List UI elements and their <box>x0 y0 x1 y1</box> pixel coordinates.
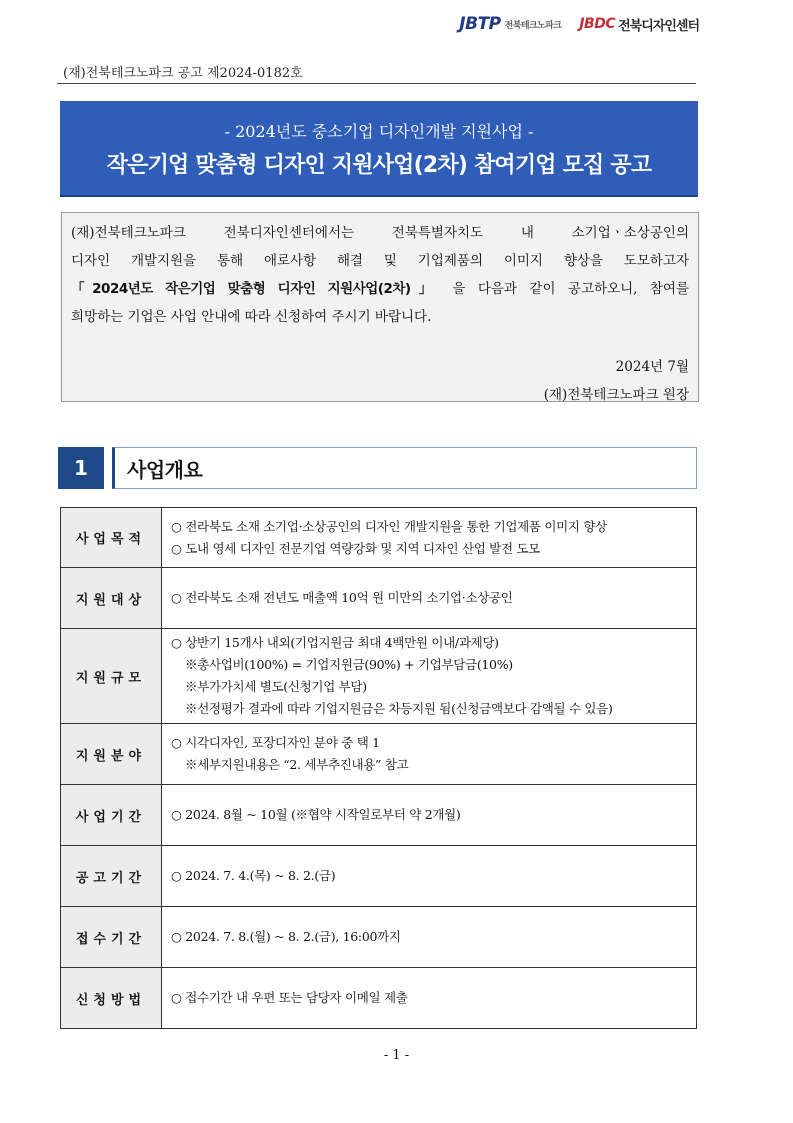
overview-table <box>60 507 697 1029</box>
content-line: ○ 2024. 8월 ~ 10월 (※협약 시작일로부터 약 2개월) <box>171 807 461 822</box>
content-line: ○ 도내 영세 디자인 전문기업 역량강화 및 지역 디자인 산업 발전 도모 <box>171 540 540 556</box>
header-divider <box>57 83 696 84</box>
notice-number: (재)전북테크노파크 공고 제2024-0182호 <box>63 66 303 81</box>
jbtp-logo-mark: JBTP <box>459 14 501 34</box>
program-name: 「2024년도 작은기업 맞춤형 디자인 지원사업(2차)」 <box>71 281 440 297</box>
row-label: 접수기간 <box>61 907 162 968</box>
section-title: 사업개요 <box>112 447 697 489</box>
content-note: ※부가가치세 별도(신청기업 부담) <box>185 679 367 694</box>
title-banner <box>60 101 698 197</box>
row-content <box>162 724 697 785</box>
banner-title: 작은기업 맞춤형 디자인 지원사업(2차) 참여기업 모집 공고 <box>106 153 652 178</box>
header-logos <box>459 10 699 38</box>
row-label: 공고기간 <box>61 846 162 907</box>
row-label: 지원규모 <box>61 629 162 724</box>
table-row <box>61 907 697 968</box>
banner-subtitle: - 2024년도 중소기업 디자인개발 지원사업 - <box>224 122 534 141</box>
row-label: 지원대상 <box>61 568 162 629</box>
content-line: ○ 상반기 15개사 내외(기업지원금 최대 4백만원 이내/과제당) <box>171 635 499 650</box>
row-content <box>162 846 697 907</box>
content-line: ○ 접수기간 내 우편 또는 담당자 이메일 제출 <box>171 990 408 1005</box>
intro-line-2: 디자인 개발지원을 통해 애로사항 해결 및 기업제품의 이미지 향상을 도모하고자 <box>71 253 689 269</box>
row-label: 신청방법 <box>61 968 162 1029</box>
announcement-date: 2024년 7월 <box>615 359 689 375</box>
table-row <box>61 629 697 724</box>
section-number: 1 <box>58 447 104 489</box>
content-line: ○ 2024. 7. 4.(목) ~ 8. 2.(금) <box>171 868 336 883</box>
content-note: ※총사업비(100%) = 기업지원금(90%) + 기업부담금(10%) <box>185 657 513 672</box>
intro-line-3 <box>71 275 689 303</box>
content-line: ○ 전라북도 소재 소기업·소상공인의 디자인 개발지원을 통한 기업제품 이미지 향상 <box>171 518 607 534</box>
jdc-logo <box>579 15 699 34</box>
row-content <box>162 785 697 846</box>
row-label: 사업기간 <box>61 785 162 846</box>
intro-line-3-rest: 을 다음과 같이 공고하오니, 참여를 <box>452 281 689 297</box>
table-row <box>61 724 697 785</box>
row-label: 지원분야 <box>61 724 162 785</box>
intro-line-1: (재)전북테크노파크 전북디자인센터에서는 전북특별자치도 내 소기업ㆍ소상공인의 <box>71 225 689 241</box>
jdc-logo-mark: JBDC <box>579 16 616 32</box>
intro-line-4: 희망하는 기업은 사업 안내에 따라 신청하여 주시기 바랍니다. <box>71 309 432 325</box>
content-note: ※선정평가 결과에 따라 기업지원금은 차등지원 됨(신청금액보다 감액될 수 있음) <box>185 701 613 716</box>
table-row <box>61 785 697 846</box>
table-row <box>61 508 697 568</box>
jbtp-logo <box>459 14 561 34</box>
row-content <box>162 508 697 568</box>
section-header <box>58 447 697 489</box>
page-number: - 1 - <box>383 1048 410 1063</box>
row-content <box>162 568 697 629</box>
table-row <box>61 568 697 629</box>
table-row <box>61 846 697 907</box>
jdc-logo-text: 전북디자인센터 <box>618 18 699 34</box>
content-line: ○ 전라북도 소재 전년도 매출액 10억 원 미만의 소기업·소상공인 <box>171 590 513 605</box>
row-content <box>162 629 697 724</box>
jbtp-logo-text: 전북테크노파크 <box>504 20 562 31</box>
row-label: 사업목적 <box>61 508 162 568</box>
table-row <box>61 968 697 1029</box>
content-line: ○ 2024. 7. 8.(월) ~ 8. 2.(금), 16:00까지 <box>171 929 401 944</box>
content-note: ※세부지원내용은 “2. 세부추진내용” 참고 <box>185 757 409 772</box>
row-content <box>162 968 697 1029</box>
announcement-signature: (재)전북테크노파크 원장 <box>543 387 689 403</box>
intro-box <box>61 212 699 402</box>
content-line: ○ 시각디자인, 포장디자인 분야 중 택 1 <box>171 735 380 750</box>
row-content <box>162 907 697 968</box>
